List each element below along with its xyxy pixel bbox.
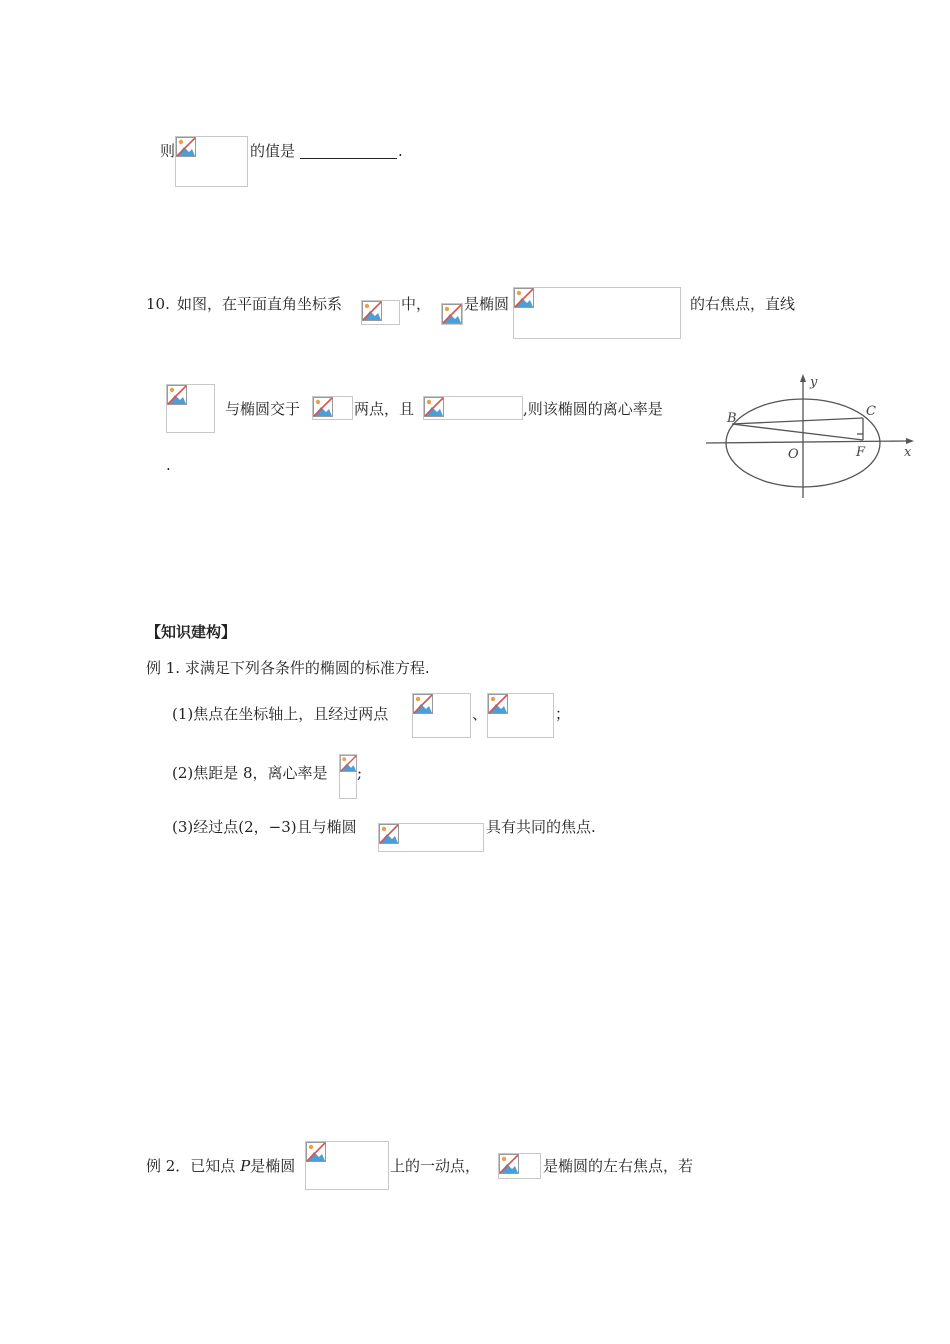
- broken-image-icon: [499, 1154, 519, 1174]
- answer-blank: [300, 158, 397, 159]
- formula-image: [412, 693, 471, 738]
- ex2-point-p: P: [240, 1157, 251, 1175]
- broken-image-icon: [313, 397, 333, 417]
- ex2-text: [146, 1157, 295, 1175]
- label-b: B: [727, 411, 737, 426]
- ex1-item1: 、: [472, 705, 488, 723]
- ex2-prefix: 例 2．已知点: [146, 1157, 241, 1175]
- formula-image: [166, 384, 215, 433]
- q9-prefix: 则: [160, 142, 176, 160]
- formula-image: [175, 136, 248, 187]
- formula-image: [339, 754, 357, 799]
- segment-bf: [732, 424, 863, 440]
- broken-image-icon: [514, 288, 534, 308]
- label-f: F: [856, 445, 866, 460]
- broken-image-icon: [340, 755, 357, 772]
- q10-text: 是椭圆: [464, 295, 510, 313]
- label-c: C: [866, 404, 876, 419]
- formula-image: [513, 287, 681, 339]
- x-axis: [706, 441, 906, 443]
- y-axis-arrow: [800, 374, 806, 382]
- ex1-item2: (2)焦距是 8，离心率是: [172, 764, 328, 782]
- formula-image: [305, 1141, 389, 1190]
- broken-image-icon: [413, 694, 433, 714]
- broken-image-icon: [488, 694, 508, 714]
- broken-image-icon: [176, 137, 196, 157]
- broken-image-icon: [424, 397, 444, 417]
- ex1-title: 例 1. 求满足下列各条件的椭圆的标准方程.: [146, 659, 430, 677]
- ex2-text: 是椭圆的左右焦点，若: [543, 1157, 694, 1175]
- ex1-item2: ;: [357, 764, 363, 782]
- ex1-item3: 具有共同的焦点.: [486, 818, 596, 836]
- q10-text: 与椭圆交于: [225, 400, 301, 418]
- x-axis-arrow: [906, 438, 914, 444]
- q9-suffix: 的值是: [250, 142, 296, 160]
- formula-image: [378, 823, 484, 852]
- broken-image-icon: [362, 301, 382, 321]
- formula-image: [487, 693, 554, 738]
- label-o: O: [788, 447, 799, 462]
- q10-text: ,则该椭圆的离心率是: [523, 400, 663, 418]
- ex2-text: 上的一动点，: [390, 1157, 481, 1175]
- ex1-item1: (1)焦点在坐标轴上，且经过两点: [172, 705, 389, 723]
- formula-image: [498, 1153, 541, 1179]
- q10-number: 10.: [146, 295, 170, 313]
- label-x: x: [904, 445, 912, 460]
- formula-image: [423, 396, 523, 420]
- section-title: 【知识建构】: [146, 623, 237, 641]
- q10-text: 中，: [401, 295, 432, 313]
- q10-text: 如图，在平面直角坐标系: [177, 295, 343, 313]
- q9-period: .: [398, 142, 403, 160]
- broken-image-icon: [442, 304, 462, 324]
- formula-image: [441, 303, 463, 325]
- ex1-item3: (3)经过点(2，−3)且与椭圆: [172, 818, 357, 836]
- q10-text: 的右焦点，直线: [690, 295, 796, 313]
- broken-image-icon: [167, 385, 187, 405]
- ellipse-figure: [700, 370, 920, 502]
- ex2-text-b: 是椭圆: [250, 1157, 296, 1175]
- chord-bc: [732, 418, 863, 424]
- formula-image: [361, 300, 400, 325]
- label-y: y: [810, 375, 818, 390]
- broken-image-icon: [306, 1142, 326, 1162]
- q10-text: .: [166, 456, 171, 474]
- broken-image-icon: [379, 824, 399, 844]
- q10-text: 两点，且: [354, 400, 415, 418]
- ex1-item1: ；: [555, 705, 571, 723]
- formula-image: [312, 396, 353, 420]
